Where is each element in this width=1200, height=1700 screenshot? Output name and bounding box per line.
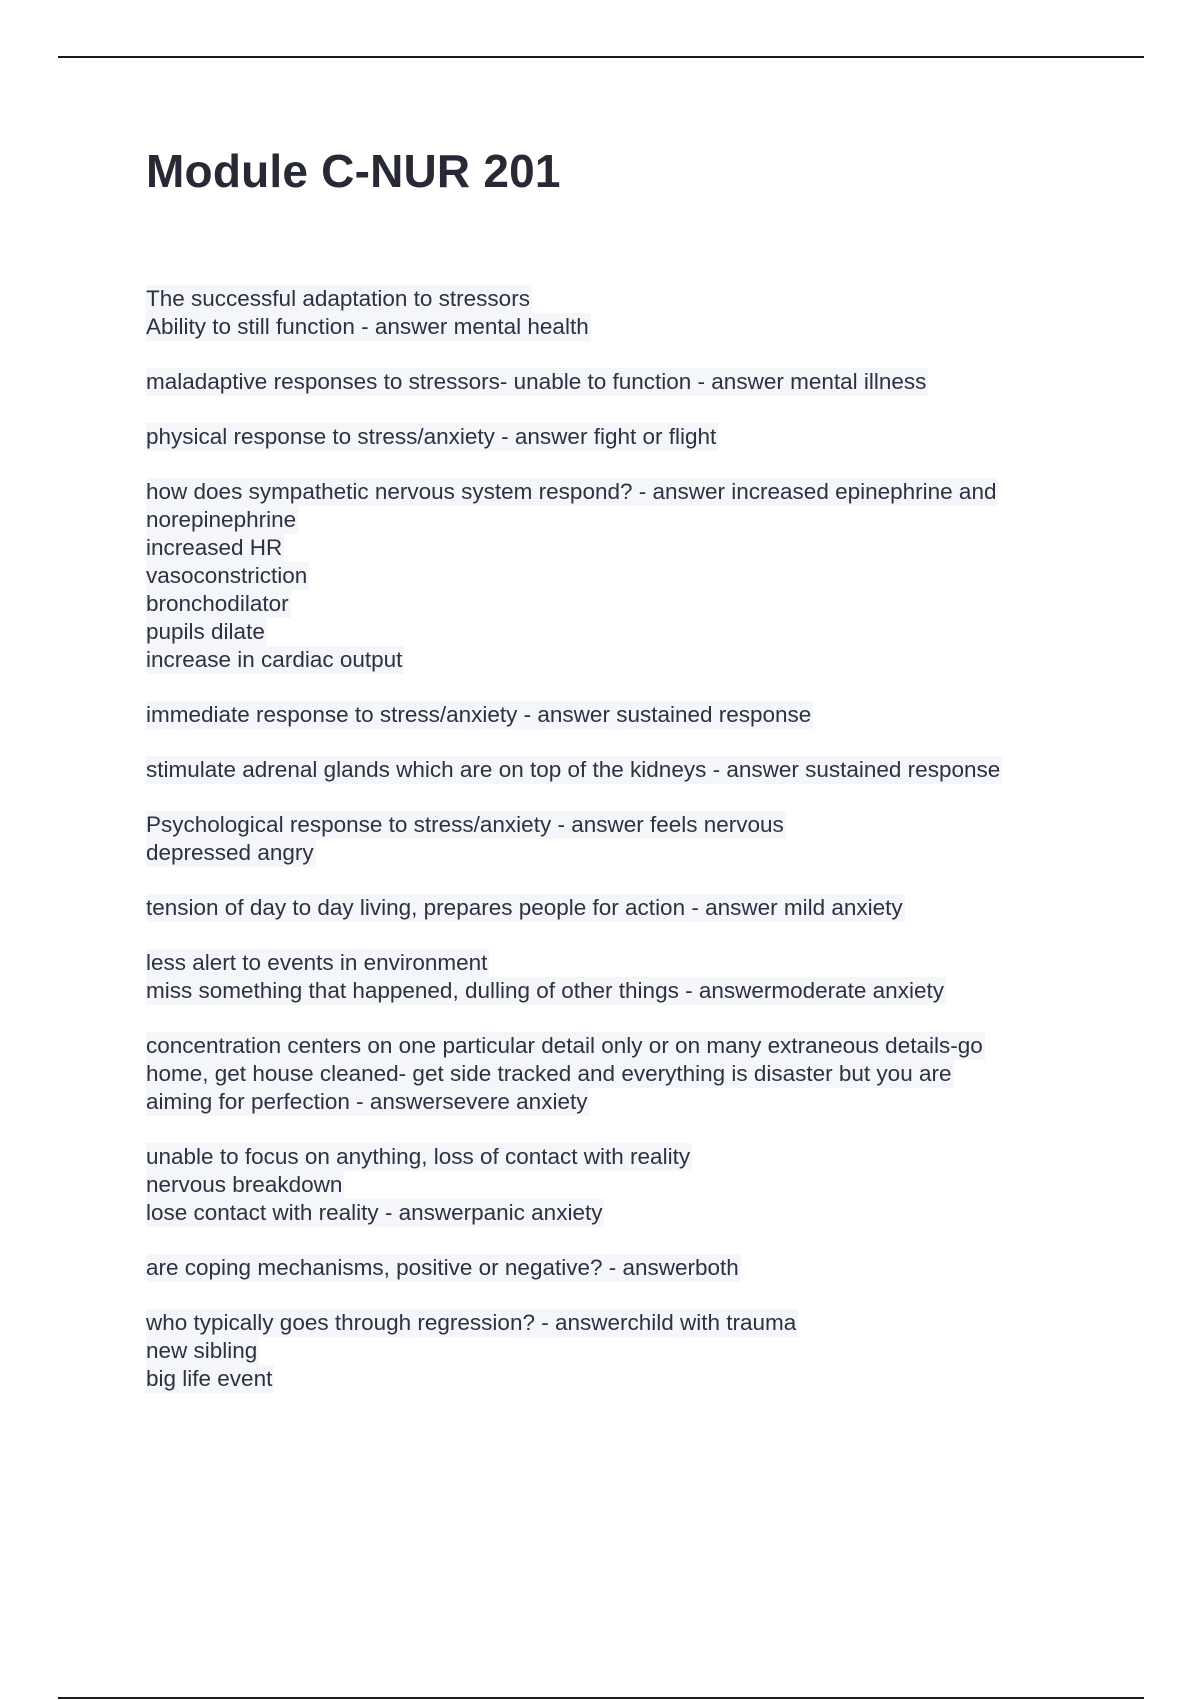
flashcard-list: [146, 285, 1146, 1420]
flashcard-entry: [146, 368, 1146, 396]
page-title: Module C-NUR 201: [146, 145, 561, 197]
flashcard-line: home, get house cleaned- get side tracked and everything is disaster but you are: [146, 1061, 952, 1086]
flashcard-line: Ability to still function - answer mental health: [146, 314, 589, 339]
flashcard-entry: [146, 811, 1146, 867]
flashcard-line: concentration centers on one particular detail only or on many extraneous details-go: [146, 1033, 983, 1058]
flashcard-line: pupils dilate: [146, 619, 265, 644]
flashcard-line: new sibling: [146, 1338, 258, 1363]
flashcard-line: miss something that happened, dulling of other things - answermoderate anxiety: [146, 978, 944, 1003]
flashcard-entry: [146, 1309, 1146, 1393]
flashcard-line: maladaptive responses to stressors- unable to function - answer mental illness: [146, 369, 927, 394]
flashcard-line: unable to focus on anything, loss of contact with reality: [146, 1144, 691, 1169]
flashcard-line: physical response to stress/anxiety - answer fight or flight: [146, 424, 717, 449]
flashcard-entry: [146, 1143, 1146, 1227]
flashcard-entry: [146, 423, 1146, 451]
flashcard-entry: [146, 756, 1146, 784]
flashcard-line: vasoconstriction: [146, 563, 308, 588]
flashcard-line: how does sympathetic nervous system respond? - answer increased epinephrine and: [146, 479, 997, 504]
flashcard-entry: [146, 1032, 1146, 1116]
flashcard-line: aiming for perfection - answersevere anxiety: [146, 1089, 588, 1114]
flashcard-entry: [146, 1254, 1146, 1282]
flashcard-line: big life event: [146, 1366, 273, 1391]
flashcard-entry: [146, 478, 1146, 674]
flashcard-line: immediate response to stress/anxiety - answer sustained response: [146, 702, 812, 727]
flashcard-line: tension of day to day living, prepares people for action - answer mild anxiety: [146, 895, 903, 920]
flashcard-entry: [146, 701, 1146, 729]
flashcard-line: increased HR: [146, 535, 283, 560]
flashcard-line: Psychological response to stress/anxiety - answer feels nervous: [146, 812, 784, 837]
flashcard-line: less alert to events in environment: [146, 950, 488, 975]
flashcard-line: lose contact with reality - answerpanic anxiety: [146, 1200, 603, 1225]
flashcard-line: stimulate adrenal glands which are on top of the kidneys - answer sustained response: [146, 757, 1001, 782]
flashcard-line: are coping mechanisms, positive or negative? - answerboth: [146, 1255, 739, 1280]
flashcard-line: increase in cardiac output: [146, 647, 403, 672]
flashcard-line: depressed angry: [146, 840, 314, 865]
flashcard-line: nervous breakdown: [146, 1172, 343, 1197]
flashcard-entry: [146, 894, 1146, 922]
footer-rule: [58, 1697, 1144, 1699]
flashcard-line: norepinephrine: [146, 507, 297, 532]
flashcard-entry: [146, 949, 1146, 1005]
flashcard-line: The successful adaptation to stressors: [146, 286, 530, 311]
flashcard-entry: [146, 285, 1146, 341]
header-rule: [58, 56, 1144, 58]
flashcard-line: bronchodilator: [146, 591, 289, 616]
flashcard-line: who typically goes through regression? - answerchild with trauma: [146, 1310, 797, 1335]
